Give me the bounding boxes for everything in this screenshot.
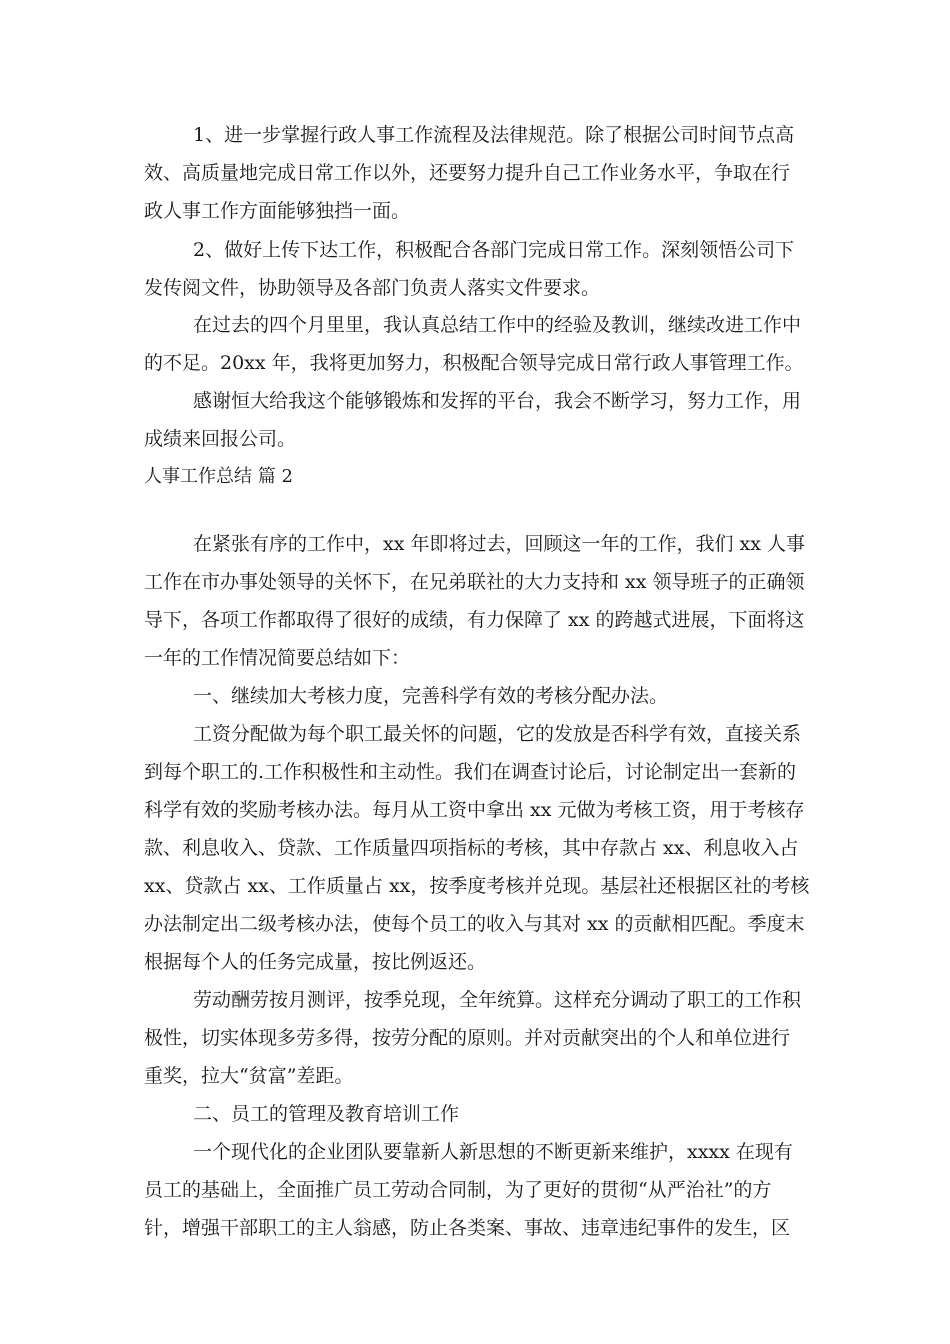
text-line: 感谢恒大给我这个能够锻炼和发挥的平台，我会不断学习，努力工作，用 <box>193 390 802 412</box>
text-line: 员工的基础上，全面推广员工劳动合同制，为了更好的贯彻“从严治社”的方 <box>144 1179 772 1201</box>
subheading-line: 一、继续加大考核力度，完善科学有效的考核分配办法。 <box>193 685 669 707</box>
text-line: 办法制定出二级考核办法，使每个员工的收入与其对 xx 的贡献相匹配。季度末 <box>144 913 805 935</box>
text-line: 科学有效的奖励考核办法。每月从工资中拿出 xx 元做为考核工资，用于考核存 <box>144 799 805 821</box>
text-line: 2、做好上传下达工作，积极配合各部门完成日常工作。深刻领悟公司下 <box>193 239 795 261</box>
subheading-line: 二、员工的管理及教育培训工作 <box>193 1103 460 1125</box>
text-line: 一个现代化的企业团队要靠新人新思想的不断更新来维护，xxxx 在现有 <box>193 1141 793 1163</box>
text-line: 发传阅文件，协助领导及各部门负责人落实文件要求。 <box>144 277 601 299</box>
text-line: 工资分配做为每个职工最关怀的问题，它的发放是否科学有效，直接关系 <box>193 723 802 745</box>
text-line: 到每个职工的.工作积极性和主动性。我们在调查讨论后，讨论制定出一套新的 <box>144 761 797 783</box>
text-line: 极性，切实体现多劳多得，按劳分配的原则。并对贡献突出的个人和单位进行 <box>144 1027 791 1049</box>
text-line: 在过去的四个月里里，我认真总结工作中的经验及教训，继续改进工作中 <box>193 314 802 336</box>
text-line: 针，增强干部职工的主人翁感，防止各类案、事故、违章违纪事件的发生，区 <box>144 1217 791 1239</box>
text-line: 劳动酬劳按月测评，按季兑现，全年统算。这样充分调动了职工的工作积 <box>193 989 802 1011</box>
text-line: 效、高质量地完成日常工作以外，还要努力提升自己工作业务水平，争取在行 <box>144 162 791 184</box>
text-line: 的不足。20xx 年，我将更加努力，积极配合领导完成日常行政人事管理工作。 <box>144 352 804 374</box>
text-line: 成绩来回报公司。 <box>144 428 297 450</box>
text-line: 政人事工作方面能够独挡一面。 <box>144 200 411 222</box>
text-line: 导下，各项工作都取得了很好的成绩，有力保障了 xx 的跨越式进展，下面将这 <box>144 609 805 631</box>
text-line: 一年的工作情况简要总结如下： <box>144 647 411 669</box>
text-line: xx、贷款占 xx、工作质量占 xx，按季度考核并兑现。基层社还根据区社的考核 <box>144 875 810 897</box>
text-line: 根据每个人的任务完成量，按比例返还。 <box>144 951 487 973</box>
text-line: 工作在市办事处领导的关怀下，在兄弟联社的大力支持和 xx 领导班子的正确领 <box>144 571 805 593</box>
text-line: 款、利息收入、贷款、工作质量四项指标的考核，其中存款占 xx、利息收入占 <box>144 837 799 859</box>
text-line: 在紧张有序的工作中，xx 年即将过去，回顾这一年的工作，我们 xx 人事 <box>193 533 805 555</box>
text-line: 重奖，拉大“贫富”差距。 <box>144 1065 354 1087</box>
section-heading: 人事工作总结 篇 2 <box>144 466 293 487</box>
text-line: 1、进一步掌握行政人事工作流程及法律规范。除了根据公司时间节点高 <box>193 124 795 146</box>
